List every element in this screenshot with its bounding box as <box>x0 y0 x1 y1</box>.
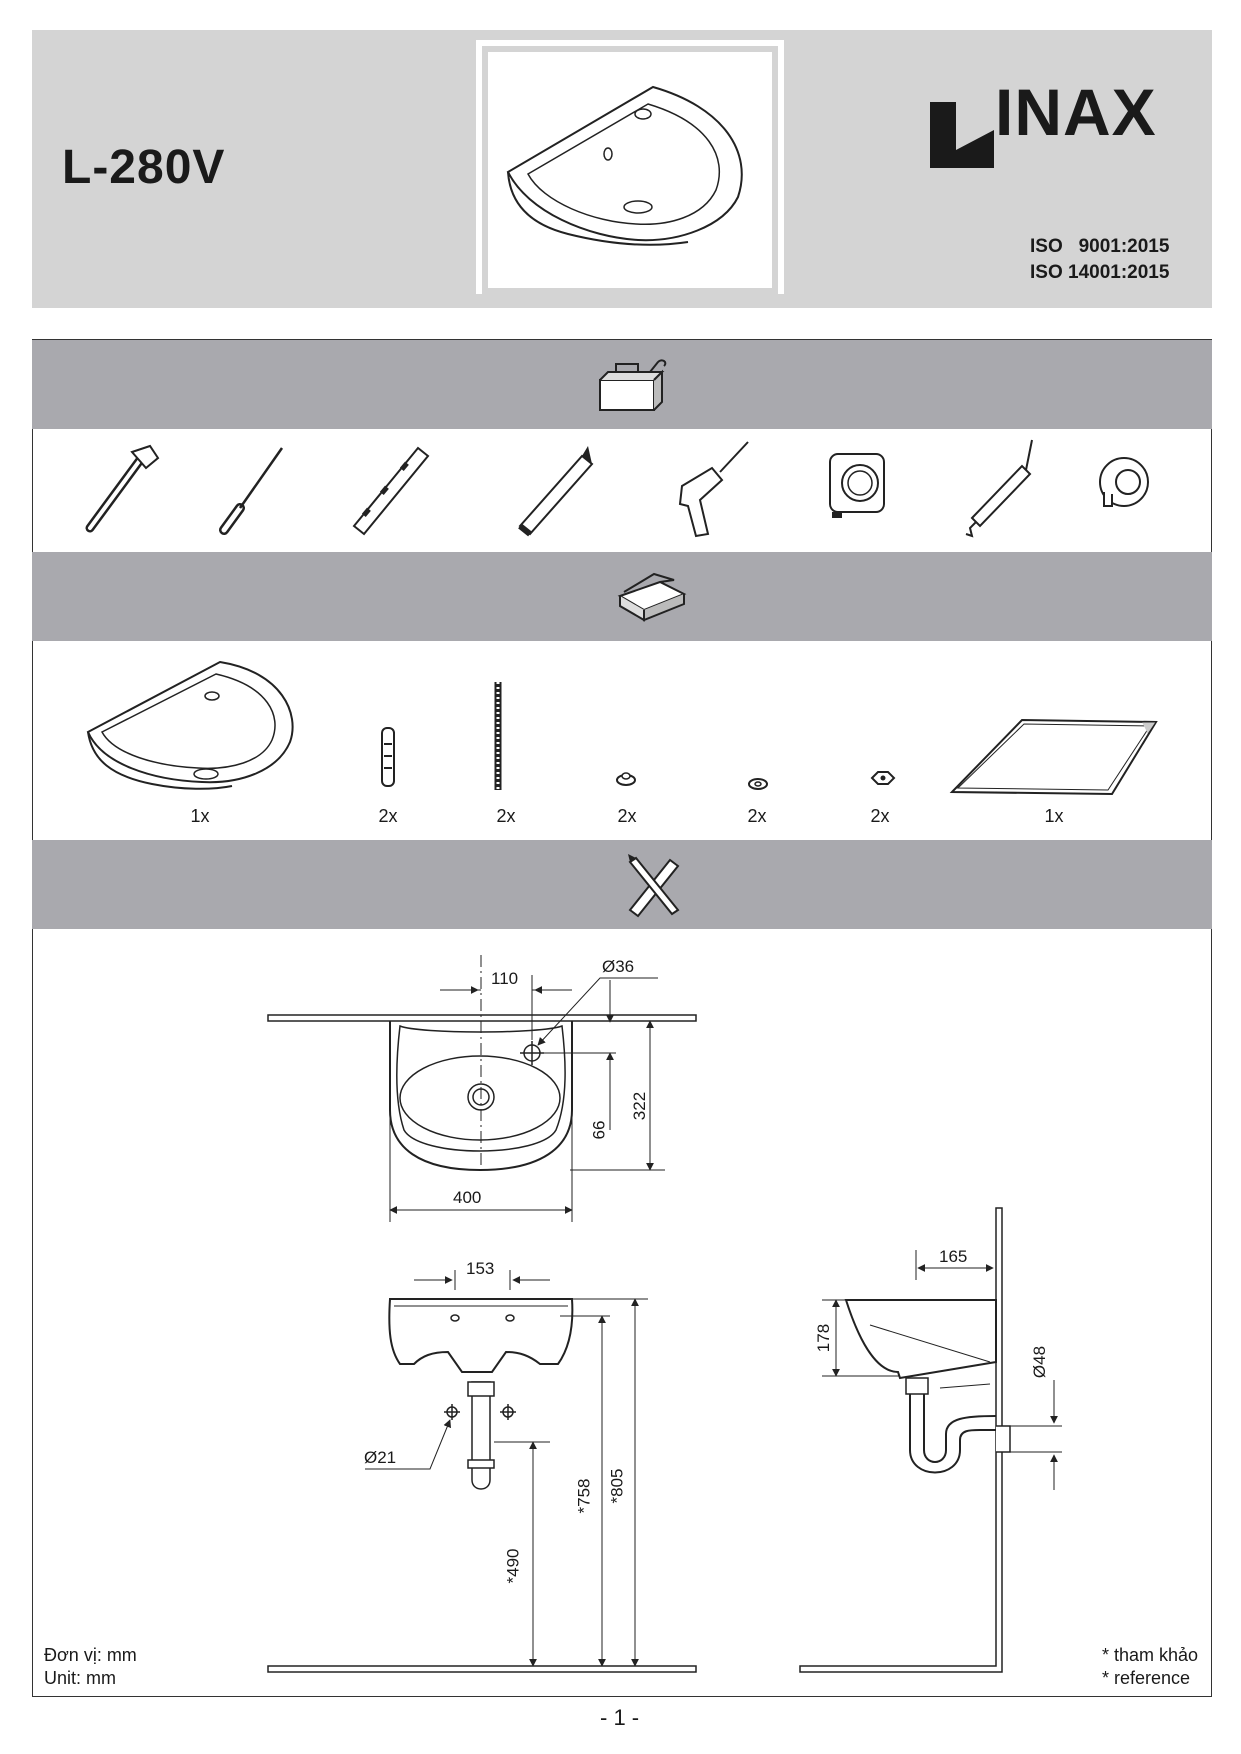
part-qty: 1x <box>1044 806 1064 826</box>
dim-depth: 322 <box>630 1091 650 1121</box>
iso-line-9001: ISO 9001:2015 <box>1030 236 1170 257</box>
dim-hole-offset: 110 <box>491 969 519 988</box>
front-view-drawing <box>268 1270 696 1672</box>
page-number: - 1 - <box>600 1705 640 1730</box>
part-qty: 2x <box>496 806 516 826</box>
dim-bolt-spacing: 153 <box>466 1259 495 1278</box>
part-qty: 2x <box>870 806 890 826</box>
dim-trap-diameter: Ø48 <box>1030 1345 1050 1379</box>
dim-basin-height: 178 <box>814 1323 834 1353</box>
unit-note <box>44 1644 137 1690</box>
unit-vi: Đơn vị: mm <box>44 1645 137 1665</box>
part-qty: 2x <box>378 806 398 826</box>
dim-hole-depth: 66 <box>589 1120 609 1140</box>
dim-bolt-diameter: Ø21 <box>364 1448 397 1467</box>
dim-width: 400 <box>453 1188 482 1207</box>
model-number: L-280V <box>62 141 226 194</box>
dim-drain-height: *490 <box>503 1548 523 1584</box>
top-view-drawing <box>268 955 696 1222</box>
reference-note <box>1102 1644 1198 1690</box>
unit-en: Unit: mm <box>44 1668 116 1688</box>
dim-hole-diameter: Ø36 <box>602 957 635 976</box>
side-view-drawing <box>800 1208 1062 1672</box>
ref-vi: * tham khảo <box>1102 1645 1199 1665</box>
iso-line-14001: ISO 14001:2015 <box>1030 262 1170 283</box>
part-qty: 2x <box>617 806 637 826</box>
ref-en: * reference <box>1102 1668 1191 1688</box>
part-qty: 2x <box>747 806 767 826</box>
part-qty: 1x <box>190 806 210 826</box>
dim-bolt-height: *758 <box>574 1478 594 1514</box>
dim-rim-height: *805 <box>607 1468 627 1504</box>
brand-name: INAX <box>995 75 1157 149</box>
dim-projection: 165 <box>939 1247 968 1266</box>
